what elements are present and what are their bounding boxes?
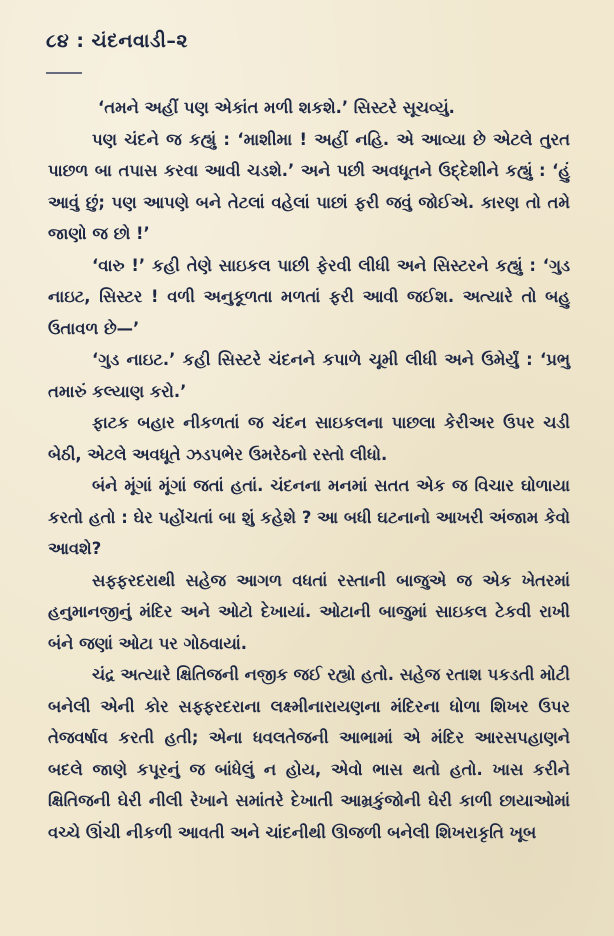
body-text bbox=[48, 92, 570, 848]
paragraph: ફાટક બહાર નીકળતાં જ ચંદન સાઇકલના પાછલા કેરીઅર ઉપર ચડી બેઠી, એટલે અવધૂતે ઝડપભેર ઉમરેઠનો રસ્તો લીધો. bbox=[48, 413, 570, 464]
paragraph: ‘વારુ !’ કહી તેણે સાઇકલ પાછી ફેરવી લીધી અને સિસ્ટરને કહ્યું : ‘ગુડ નાઇટ, સિસ્ટર ! વળી અનુકૂળતા મળતાં ફરી આવી જઈશ. અત્યારે તો બહુ ઉતાવળ છે—’ bbox=[48, 255, 570, 338]
paragraph: બંને મૂંગાં મૂંગાં જતાં હતાં. ચંદનના મનમાં સતત એક જ વિચાર ઘોળાયા કરતો હતો : ઘેર પહોંચતાં બા શું કહેશે ? આ બધી ઘટનાનો આખરી અંજામ કેવો આવશે? bbox=[48, 476, 570, 558]
paragraph: ચંદ્ર અત્યારે ક્ષિતિજની નજીક જઈ રહ્યો હતો. સહેજ રતાશ પકડતી મોટી બનેલી એની કોર સફ્ફરદરાના લક્ષ્મીનારાયણના મંદિરના ધોળા શિખર ઉપર તેજવર્ષાવ કરતી હતી; એના ધવલતેજની આભામાં એ મંદિર આરસપહાણને બદલે જાણે કપૂરનું જ બાંધેલું ન હોય, એવો ભાસ થતો હતો. ખાસ કરીને ક્ષિતિજની ઘેરી નીલી રેખાને સમાંતરે દેખાતી આમ્રકુંજોની ઘેરી કાળી છાયાઓમાં વચ્ચે ઊંચી નીકળી આવતી અને ચાંદનીથી ઊજળી બનેલી શિખરાકૃતિ ખૂબ bbox=[48, 665, 570, 842]
paragraph: ‘ગુડ નાઇટ.’ કહી સિસ્ટરે ચંદનને કપાળે ચૂમી લીધી અને ઉમેર્યું : ‘પ્રભુ તમારું કલ્યાણ કરો.’ bbox=[48, 350, 570, 401]
paragraph: ‘તમને અહીં પણ એકાંત મળી શકશે.’ સિસ્ટરે સૂચવ્યું. bbox=[98, 98, 455, 117]
paragraph: પણ ચંદને જ કહ્યું : ‘માશીમા ! અહીં નહિ. એ આવ્યા છે એટલે તુરત પાછળ બા તપાસ કરવા આવી ચડશે.’ અને પછી અવધૂતને ઉદ્દેશીને કહ્યું : ‘હું આવું છું; પણ આપણે બને તેટલાં વહેલાં પાછાં ફરી જવું જોઈએ. કારણ તો તમે જાણો જ છો !’ bbox=[48, 129, 570, 243]
header-underline bbox=[46, 72, 82, 74]
paragraph: સફ્ફરદરાથી સહેજ આગળ વધતાં રસ્તાની બાજુએ જ એક ખેતરમાં હનુમાનજીનું મંદિર અને ઓટો દેખાયાં. ઓટાની બાજુમાં સાઇકલ ટેકવી રાખી બંને જણાં ઓટા પર ગોઠવાયાં. bbox=[48, 570, 570, 653]
running-header: ૮૪ : ચંદનવાડી–૨ bbox=[46, 30, 189, 52]
